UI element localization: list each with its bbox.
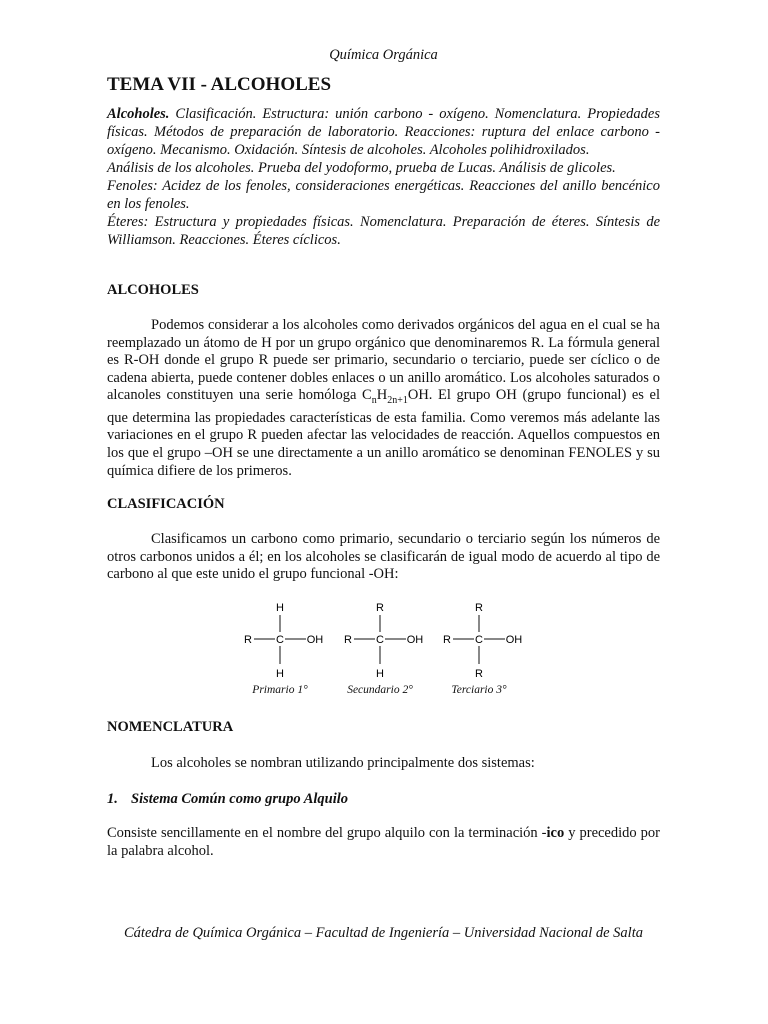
heading-nomenclatura: NOMENCLATURA <box>107 719 234 735</box>
atom-top: R <box>376 602 384 614</box>
subheading-number: 1. <box>107 791 118 807</box>
paragraph-alcoholes: Podemos considerar a los alcoholes como derivados orgánicos del agua en el cual se ha reemplazado un átomo de H por un grupo orgánico que denominaremos R. La fórmula general es R-OH donde el grupo R puede ser primario, secundario o terciario, puede ser cíclico o de cadena abierta, puede contener dobles enlaces o un anillo aromático. Los alcoholes saturados o alcanoles constituyen una serie homóloga $C_nH_{2n+1}OH$. El grupo OH (grupo funcional) es el que determina las propiedades características de esta familia. Como veremos más adelante las variaciones en el grupo R pueden afectar las velocidades de reacción. Aquellos compuestos en los que el grupo –OH se une directamente a un anillo aromático se denominan FENOLES y su química difiere de los primeros. <box>107 317 661 479</box>
summary-fenoles: Fenoles: Acidez de los fenoles, consideraciones energéticas. Reacciones del anillo bencénico en los fenoles. <box>107 178 660 212</box>
chapter-title: TEMA VII - ALCOHOLES <box>107 74 332 95</box>
atom-right: OH <box>306 634 324 646</box>
atom-top: R <box>475 602 483 614</box>
atom-left: R <box>244 634 252 646</box>
atom-center: C <box>376 634 384 646</box>
atom-center: C <box>276 634 284 646</box>
atom-top: H <box>276 602 284 614</box>
structure-secondary <box>338 598 428 682</box>
structure-tertiary-diagram <box>437 598 527 682</box>
structure-primary-diagram <box>238 598 328 682</box>
summary-analisis: Análisis de los alcoholes. Prueba del yodoformo, prueba de Lucas. Análisis de glicoles. <box>107 160 616 176</box>
atom-left: R <box>443 634 451 646</box>
caption-tertiary: Terciario 3° <box>451 684 507 696</box>
atom-center: C <box>475 634 483 646</box>
atom-right: OH <box>406 634 424 646</box>
atom-right: OH <box>505 634 523 646</box>
paragraph-clasificacion: Clasificamos un carbono como primario, secundario o terciario según los números de otros carbonos unidos a él; en los alcoholes se clasificarán de igual modo de acuerdo al tipo de carbono al que este unido el grupo funcional -OH: <box>107 531 660 583</box>
heading-clasificacion: CLASIFICACIÓN <box>107 496 225 512</box>
structure-tertiary <box>437 598 527 682</box>
paragraph-nomenclatura: Los alcoholes se nombran utilizando principalmente dos sistemas: <box>151 755 535 771</box>
atom-bottom: H <box>276 668 284 680</box>
heading-alcoholes: ALCOHOLES <box>107 282 199 298</box>
paragraph-sistema-comun: Consiste sencillamente en el nombre del grupo alquilo con la terminación -ico y precedido por la palabra alcohol. <box>107 825 660 859</box>
running-footer: Cátedra de Química Orgánica – Facultad de Ingeniería – Universidad Nacional de Salta <box>124 925 643 941</box>
subheading-sistema-comun <box>107 791 348 808</box>
atom-bottom: H <box>376 668 384 680</box>
running-header: Química Orgánica <box>329 47 438 63</box>
caption-secondary: Secundario 2° <box>347 684 413 696</box>
atom-left: R <box>344 634 352 646</box>
summary-alcoholes: Alcoholes. Clasificación. Estructura: unión carbono - oxígeno. Nomenclatura. Propiedades físicas. Métodos de preparación de laboratorio. Reacciones: ruptura del enlace carbono - oxígeno. Mecanismo. Oxidación. Síntesis de alcoholes. Alcoholes polihidroxilados. <box>107 106 660 158</box>
chapter-summary <box>107 105 660 249</box>
subheading-title: Sistema Común como grupo Alquilo <box>131 791 349 807</box>
summary-eteres: Éteres: Estructura y propiedades físicas. Nomenclatura. Preparación de éteres. Síntesis de Williamson. Reacciones. Éteres cíclicos. <box>107 214 660 248</box>
caption-primary: Primario 1° <box>252 684 308 696</box>
summary-lead: Alcoholes. <box>107 106 170 122</box>
structure-primary <box>238 598 328 682</box>
atom-bottom: R <box>475 668 483 680</box>
structure-secondary-diagram <box>338 598 428 682</box>
